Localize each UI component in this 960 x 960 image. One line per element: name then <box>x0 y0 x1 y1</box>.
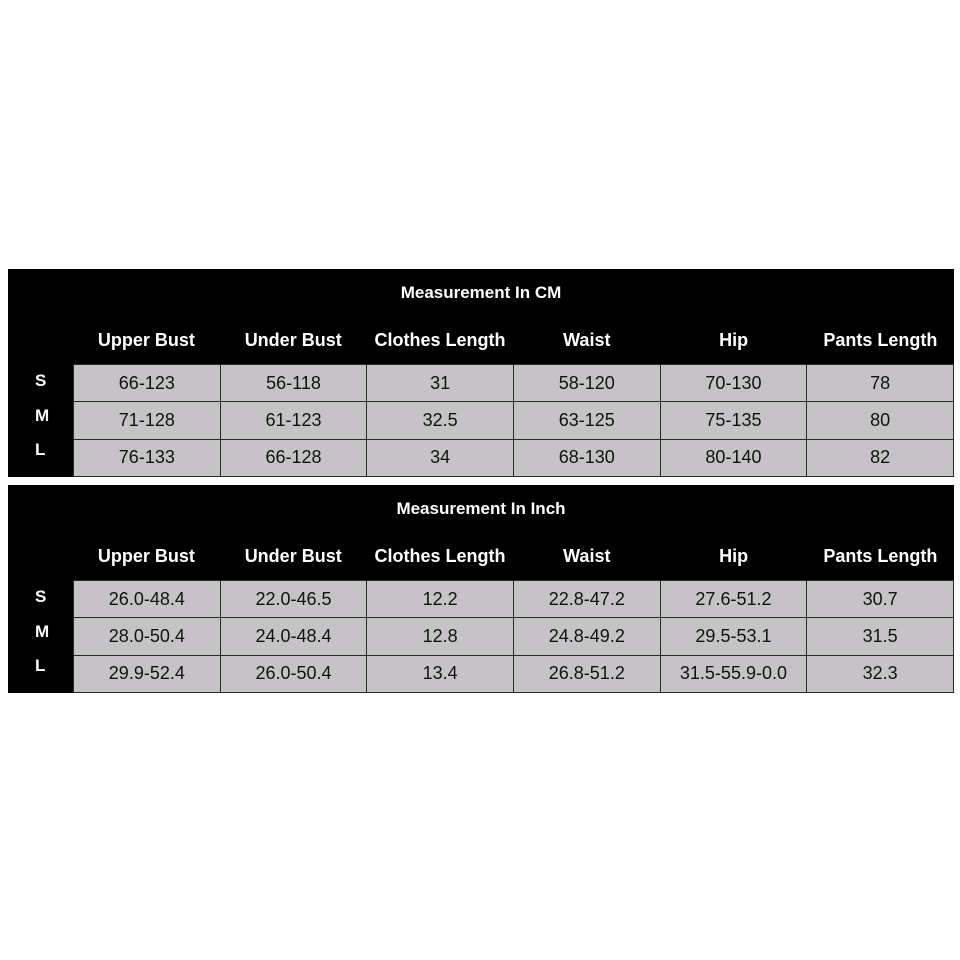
table-cell: 31.5 <box>807 618 954 655</box>
table-cell: 32.3 <box>807 655 954 692</box>
column-header-clothes-length: Clothes Length <box>374 330 506 350</box>
table-cell: 26.8-51.2 <box>513 655 660 692</box>
table-cell: 61-123 <box>220 402 367 439</box>
size-label-s: S <box>35 587 47 606</box>
table-cell: 66-123 <box>74 365 221 402</box>
column-header-waist: Waist <box>563 546 611 566</box>
table-cell: 30.7 <box>807 581 954 618</box>
table-cell: 26.0-48.4 <box>74 581 221 618</box>
table-row <box>74 655 954 692</box>
table-row <box>74 365 954 402</box>
table-row <box>74 439 954 476</box>
column-header-pants-length: Pants Length <box>823 330 938 350</box>
table-cell: 29.9-52.4 <box>74 655 221 692</box>
column-header-pants-length: Pants Length <box>823 546 938 566</box>
table-cell: 34 <box>367 439 514 476</box>
column-header-waist: Waist <box>563 330 611 350</box>
table-cell: 31.5-55.9-0.0 <box>660 655 807 692</box>
table-row <box>74 581 954 618</box>
table-cell: 68-130 <box>513 439 660 476</box>
column-header-under-bust: Under Bust <box>244 546 342 566</box>
table-cell: 58-120 <box>513 365 660 402</box>
size-chart-inch <box>8 485 954 693</box>
table-cell: 13.4 <box>367 655 514 692</box>
table-cell: 29.5-53.1 <box>660 618 807 655</box>
table-cell: 76-133 <box>74 439 221 476</box>
column-headers-inch <box>73 545 954 567</box>
table-cell: 80-140 <box>660 439 807 476</box>
table-row <box>74 402 954 439</box>
column-header-hip: Hip <box>719 546 749 566</box>
table-cell: 22.0-46.5 <box>220 581 367 618</box>
table-cell: 28.0-50.4 <box>74 618 221 655</box>
table-cell: 78 <box>807 365 954 402</box>
table-cell: 66-128 <box>220 439 367 476</box>
table-cell: 71-128 <box>74 402 221 439</box>
table-cell: 12.8 <box>367 618 514 655</box>
table-cell: 75-135 <box>660 402 807 439</box>
size-label-l: L <box>35 440 46 459</box>
size-label-l: L <box>35 656 46 675</box>
table-cell: 31 <box>367 365 514 402</box>
measurement-table-cm <box>73 364 954 477</box>
column-header-upper-bust: Upper Bust <box>97 546 195 566</box>
table-cell: 26.0-50.4 <box>220 655 367 692</box>
table-cell: 80 <box>807 402 954 439</box>
column-header-hip: Hip <box>719 330 749 350</box>
size-labels-inch <box>8 580 73 684</box>
size-label-m: M <box>35 405 50 425</box>
table-cell: 32.5 <box>367 402 514 439</box>
column-header-clothes-length: Clothes Length <box>374 546 506 566</box>
table-cell: 22.8-47.2 <box>513 581 660 618</box>
table-cell: 56-118 <box>220 365 367 402</box>
column-header-upper-bust: Upper Bust <box>97 330 195 350</box>
column-headers-cm <box>73 329 954 351</box>
table-cell: 24.8-49.2 <box>513 618 660 655</box>
table-cell: 24.0-48.4 <box>220 618 367 655</box>
table-cell: 63-125 <box>513 402 660 439</box>
column-header-under-bust: Under Bust <box>244 330 342 350</box>
measurement-table-inch <box>73 580 954 693</box>
size-labels-cm <box>8 364 73 468</box>
table-cell: 82 <box>807 439 954 476</box>
table-cell: 12.2 <box>367 581 514 618</box>
size-label-s: S <box>35 371 47 390</box>
table-cell: 27.6-51.2 <box>660 581 807 618</box>
table-cell: 70-130 <box>660 365 807 402</box>
size-chart-cm <box>8 269 954 477</box>
chart-title-inch: Measurement In Inch <box>396 499 566 518</box>
table-row <box>74 618 954 655</box>
size-label-m: M <box>35 621 50 641</box>
chart-title-cm: Measurement In CM <box>400 283 562 302</box>
